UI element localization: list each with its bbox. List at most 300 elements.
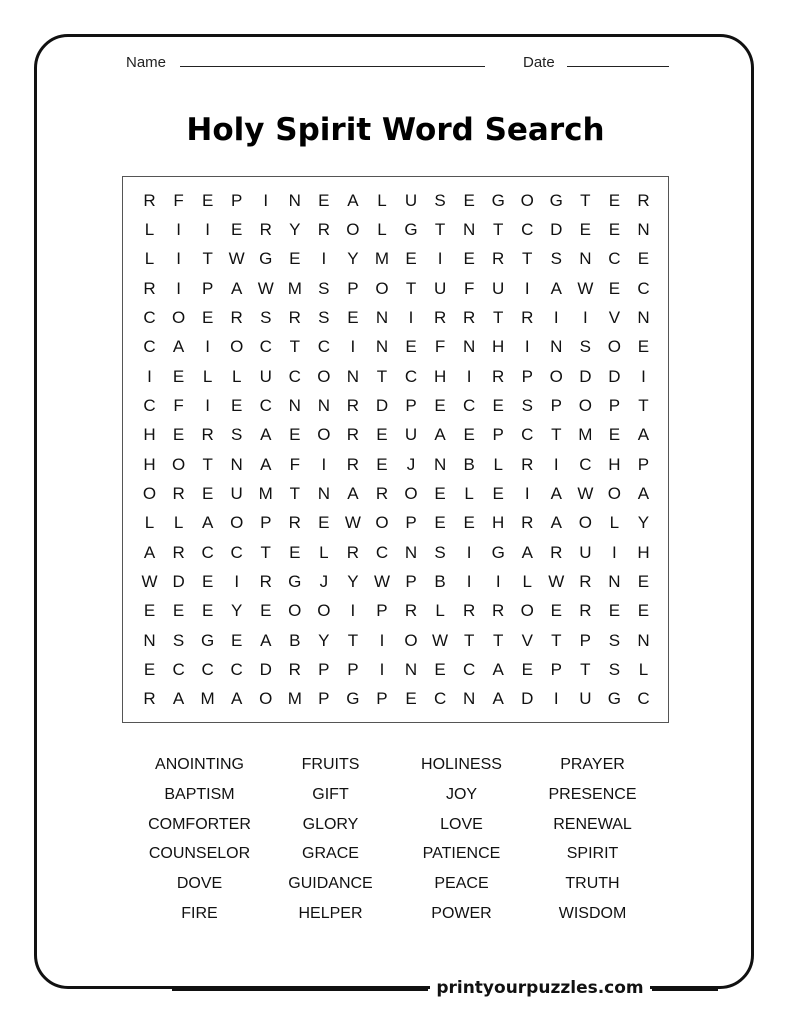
- grid-cell: I: [321, 249, 327, 269]
- grid-cell: U: [404, 190, 418, 210]
- grid-cell: A: [550, 513, 562, 533]
- grid-cell: U: [433, 278, 447, 298]
- grid-cell: L: [202, 366, 213, 386]
- grid-cell: A: [550, 483, 562, 503]
- grid-cell: I: [321, 454, 327, 474]
- grid-cell: G: [491, 190, 505, 210]
- grid-cell: C: [172, 659, 185, 679]
- grid-cell: O: [375, 513, 389, 533]
- grid-cell: T: [202, 454, 213, 474]
- grid-cell: S: [318, 307, 330, 327]
- grid-cell: E: [172, 366, 185, 386]
- grid-cell: C: [259, 337, 272, 357]
- grid-cell: P: [260, 513, 272, 533]
- grid-cell: R: [521, 513, 534, 533]
- word-list-item: SPIRIT: [566, 845, 619, 863]
- grid-cell: P: [608, 395, 621, 415]
- grid-cell: A: [260, 630, 272, 650]
- grid-cell: E: [608, 190, 621, 210]
- grid-cell: C: [375, 542, 389, 562]
- word-list-item: HELPER: [298, 904, 363, 922]
- grid-cell: L: [638, 659, 649, 679]
- grid-cell: I: [641, 366, 646, 386]
- grid-cell: E: [231, 219, 243, 239]
- word-list-item: PRESENCE: [548, 785, 637, 803]
- grid-cell: I: [147, 366, 152, 386]
- grid-cell: Y: [637, 513, 650, 533]
- grid-cell: N: [404, 659, 418, 679]
- grid-cell: C: [230, 659, 243, 679]
- grid-cell: R: [143, 278, 156, 298]
- grid-cell: L: [319, 542, 329, 562]
- grid-cell: W: [257, 278, 274, 298]
- word-list-item: ANOINTING: [155, 756, 244, 773]
- grid-cell: C: [521, 425, 534, 445]
- grid-cell: T: [463, 630, 475, 650]
- name-date-row: [0, 52, 791, 74]
- word-list-item: DOVE: [176, 875, 223, 893]
- grid-cell: T: [376, 366, 388, 386]
- word-list-item: POWER: [431, 904, 492, 922]
- grid-cell: T: [347, 630, 359, 650]
- grid-cell: S: [434, 190, 446, 210]
- grid-cell: P: [347, 278, 359, 298]
- grid-cell: C: [462, 395, 476, 415]
- grid-cell: A: [521, 542, 533, 562]
- grid-cell: B: [434, 571, 446, 591]
- grid-cell: D: [172, 571, 185, 591]
- grid-cell: U: [579, 689, 592, 709]
- grid-cell: L: [231, 366, 242, 386]
- grid-cell: S: [318, 278, 330, 298]
- grid-cell: E: [463, 190, 475, 210]
- grid-cell: I: [466, 366, 472, 386]
- grid-cell: C: [143, 337, 156, 357]
- grid-cell: T: [638, 395, 649, 415]
- grid-cell: I: [466, 571, 472, 591]
- grid-cell: S: [579, 337, 592, 357]
- grid-cell: R: [550, 542, 563, 562]
- grid-cell: J: [319, 571, 329, 591]
- grid-cell: E: [143, 601, 156, 621]
- grid-cell: E: [376, 454, 388, 474]
- grid-cell: L: [377, 190, 387, 210]
- grid-cell: R: [579, 601, 592, 621]
- grid-cell: H: [143, 454, 156, 474]
- name-label: Name: [126, 54, 167, 71]
- grid-cell: I: [176, 219, 181, 239]
- grid-cell: T: [551, 630, 562, 650]
- grid-cell: E: [608, 278, 621, 298]
- grid-cell: I: [553, 689, 559, 709]
- grid-cell: Y: [347, 571, 359, 591]
- date-input-line: [567, 66, 669, 67]
- grid-cell: O: [520, 601, 534, 621]
- grid-cell: P: [347, 659, 359, 679]
- grid-cell: F: [463, 278, 475, 298]
- grid-cell: E: [260, 601, 272, 621]
- grid-cell: C: [143, 395, 156, 415]
- grid-cell: W: [141, 571, 158, 591]
- grid-cell: W: [373, 571, 390, 591]
- grid-cell: L: [377, 219, 387, 239]
- grid-cell: T: [289, 337, 300, 357]
- grid-cell: S: [260, 307, 272, 327]
- grid-cell: F: [173, 395, 184, 415]
- grid-cell: U: [404, 425, 418, 445]
- grid-cell: I: [524, 278, 530, 298]
- grid-cell: N: [317, 483, 330, 503]
- word-list-item: GUIDANCE: [288, 875, 373, 893]
- grid-cell: U: [230, 483, 243, 503]
- grid-cell: H: [637, 542, 650, 562]
- grid-cell: G: [288, 571, 302, 591]
- grid-cell: E: [434, 483, 446, 503]
- grid-cell: O: [404, 483, 418, 503]
- grid-cell: I: [408, 307, 414, 327]
- grid-cell: L: [522, 571, 532, 591]
- grid-cell: H: [608, 454, 621, 474]
- grid-cell: E: [492, 483, 504, 503]
- grid-cell: F: [289, 454, 300, 474]
- grid-cell: C: [143, 307, 156, 327]
- grid-cell: J: [406, 454, 416, 474]
- grid-cell: P: [521, 366, 533, 386]
- grid-cell: A: [492, 689, 504, 709]
- grid-cell: P: [318, 659, 330, 679]
- footer-site: printyourpuzzles.com: [430, 973, 650, 1003]
- grid-cell: H: [433, 366, 447, 386]
- word-list-item: PATIENCE: [422, 845, 501, 863]
- grid-cell: O: [549, 366, 563, 386]
- grid-cell: R: [143, 689, 156, 709]
- grid-cell: L: [144, 219, 155, 239]
- grid-cell: E: [376, 425, 388, 445]
- grid-cell: R: [462, 307, 476, 327]
- grid-cell: A: [143, 542, 156, 562]
- grid-cell: E: [637, 249, 650, 269]
- grid-cell: O: [317, 601, 331, 621]
- grid-cell: M: [287, 278, 302, 298]
- grid-cell: C: [201, 659, 214, 679]
- grid-cell: N: [579, 249, 592, 269]
- grid-cell: F: [434, 337, 446, 357]
- grid-cell: R: [172, 542, 185, 562]
- grid-cell: I: [176, 278, 181, 298]
- grid-cell: N: [404, 542, 418, 562]
- grid-cell: L: [493, 454, 503, 474]
- grid-cell: O: [230, 513, 244, 533]
- grid-cell: N: [462, 689, 476, 709]
- grid-cell: A: [260, 454, 272, 474]
- grid-cell: E: [521, 659, 533, 679]
- grid-cell: S: [434, 542, 446, 562]
- grid-cell: F: [173, 190, 184, 210]
- grid-cell: E: [172, 601, 185, 621]
- grid-cell: I: [582, 307, 588, 327]
- grid-cell: R: [579, 571, 592, 591]
- grid-cell: T: [405, 278, 417, 298]
- grid-cell: O: [317, 366, 331, 386]
- grid-cell: E: [492, 395, 504, 415]
- grid-cell: S: [608, 659, 621, 679]
- word-list-item: FRUITS: [301, 756, 360, 773]
- grid-cell: T: [580, 659, 591, 679]
- grid-cell: R: [288, 659, 301, 679]
- grid-cell: R: [492, 601, 505, 621]
- grid-cell: E: [434, 659, 446, 679]
- grid-cell: T: [434, 219, 446, 239]
- grid-cell: E: [405, 337, 417, 357]
- grid-cell: O: [171, 307, 186, 327]
- grid-cell: I: [524, 483, 530, 503]
- grid-cell: S: [231, 425, 243, 445]
- grid-cell: A: [231, 689, 243, 709]
- grid-cell: V: [608, 307, 621, 327]
- grid-cell: Y: [231, 601, 243, 621]
- grid-cell: D: [550, 219, 563, 239]
- grid-cell: I: [437, 249, 443, 269]
- grid-cell: P: [376, 601, 388, 621]
- grid-cell: A: [260, 425, 272, 445]
- grid-cell: M: [374, 249, 390, 269]
- word-list: [134, 756, 658, 935]
- word-list-item: WISDOM: [558, 904, 627, 922]
- grid-cell: R: [317, 219, 330, 239]
- grid-cell: R: [143, 190, 156, 210]
- grid-cell: E: [637, 601, 650, 621]
- grid-cell: B: [289, 630, 301, 650]
- grid-cell: T: [289, 483, 300, 503]
- grid-cell: G: [607, 689, 622, 709]
- grid-cell: I: [234, 571, 240, 591]
- grid-cell: V: [521, 630, 533, 650]
- grid-cell: G: [259, 249, 273, 269]
- grid-cell: C: [404, 366, 418, 386]
- grid-cell: L: [464, 483, 474, 503]
- grid-cell: C: [433, 689, 447, 709]
- grid-cell: M: [200, 689, 215, 709]
- grid-cell: E: [405, 249, 417, 269]
- grid-cell: R: [521, 307, 534, 327]
- grid-cell: O: [142, 483, 157, 503]
- grid-cell: E: [318, 190, 330, 210]
- grid-cell: S: [172, 630, 185, 650]
- grid-cell: O: [404, 630, 418, 650]
- grid-cell: N: [288, 190, 301, 210]
- grid-cell: W: [548, 571, 565, 591]
- grid-cell: I: [379, 659, 385, 679]
- grid-cell: R: [404, 601, 418, 621]
- grid-cell: I: [350, 337, 356, 357]
- grid-cell: P: [405, 571, 417, 591]
- grid-cell: D: [608, 366, 621, 386]
- word-list-item: LOVE: [440, 815, 483, 833]
- grid-cell: R: [201, 425, 214, 445]
- grid-cell: N: [230, 454, 243, 474]
- grid-cell: S: [608, 630, 621, 650]
- grid-cell: R: [637, 190, 650, 210]
- grid-cell: O: [346, 219, 360, 239]
- grid-cell: T: [492, 307, 504, 327]
- grid-cell: P: [550, 395, 562, 415]
- grid-cell: E: [608, 601, 621, 621]
- grid-cell: A: [637, 483, 650, 503]
- grid-cell: E: [434, 395, 446, 415]
- grid-cell: P: [318, 689, 330, 709]
- grid-cell: G: [346, 689, 360, 709]
- grid-cell: I: [553, 454, 559, 474]
- grid-cell: E: [347, 307, 359, 327]
- footer: [0, 973, 791, 1003]
- grid-cell: C: [230, 542, 243, 562]
- grid-cell: G: [491, 542, 505, 562]
- grid-cell: P: [231, 190, 243, 210]
- grid-cell: C: [288, 366, 301, 386]
- word-list-item: RENEWAL: [553, 815, 632, 833]
- grid-cell: E: [289, 425, 301, 445]
- grid-cell: R: [492, 366, 505, 386]
- grid-cell: D: [375, 395, 389, 415]
- grid-cell: E: [405, 689, 417, 709]
- grid-cell: W: [228, 249, 245, 269]
- grid-cell: N: [637, 219, 650, 239]
- grid-cell: W: [432, 630, 449, 650]
- grid-cell: O: [578, 395, 592, 415]
- grid-cell: I: [205, 337, 210, 357]
- grid-cell: I: [263, 190, 269, 210]
- grid-cell: N: [608, 571, 621, 591]
- grid-cell: L: [609, 513, 620, 533]
- grid-cell: P: [492, 425, 504, 445]
- grid-cell: M: [578, 425, 593, 445]
- grid-cell: N: [433, 454, 447, 474]
- grid-cell: E: [201, 190, 214, 210]
- grid-cell: C: [521, 219, 534, 239]
- grid-cell: Y: [318, 630, 330, 650]
- grid-cell: S: [521, 395, 533, 415]
- grid-cell: C: [608, 249, 621, 269]
- grid-cell: G: [201, 630, 215, 650]
- grid-cell: R: [288, 513, 301, 533]
- grid-cell: R: [433, 307, 447, 327]
- grid-cell: I: [466, 542, 472, 562]
- date-label: Date: [523, 54, 555, 71]
- grid-cell: W: [344, 513, 361, 533]
- grid-cell: O: [375, 278, 389, 298]
- word-list-item: PRAYER: [560, 756, 625, 773]
- word-list-item: COUNSELOR: [148, 845, 251, 863]
- grid-cell: N: [550, 337, 563, 357]
- grid-cell: R: [492, 249, 505, 269]
- grid-cell: E: [550, 601, 562, 621]
- grid-cell: E: [637, 571, 650, 591]
- grid-cell: N: [143, 630, 156, 650]
- word-list-item: FIRE: [181, 904, 218, 922]
- grid-cell: E: [434, 513, 446, 533]
- grid-cell: R: [288, 307, 301, 327]
- grid-cell: R: [230, 307, 243, 327]
- grid-cell: O: [230, 337, 244, 357]
- grid-cell: A: [172, 689, 185, 709]
- grid-cell: N: [462, 219, 476, 239]
- grid-cell: D: [521, 689, 534, 709]
- grid-cell: T: [522, 249, 533, 269]
- grid-cell: C: [462, 659, 476, 679]
- grid-cell: O: [317, 425, 331, 445]
- grid-cell: N: [462, 337, 476, 357]
- grid-cell: C: [637, 278, 650, 298]
- grid-cell: N: [346, 366, 360, 386]
- grid-cell: D: [579, 366, 592, 386]
- grid-cell: Y: [347, 249, 359, 269]
- grid-cell: N: [375, 307, 389, 327]
- grid-cell: R: [521, 454, 534, 474]
- grid-cell: L: [144, 249, 155, 269]
- grid-cell: P: [405, 395, 417, 415]
- grid-cell: P: [579, 630, 592, 650]
- grid-cell: A: [434, 425, 446, 445]
- letter-grid: [135, 186, 658, 714]
- grid-cell: I: [350, 601, 356, 621]
- grid-cell: E: [463, 513, 475, 533]
- word-list-item: BAPTISM: [164, 785, 235, 803]
- grid-cell: R: [375, 483, 389, 503]
- grid-cell: R: [172, 483, 185, 503]
- grid-cell: N: [288, 395, 301, 415]
- grid-cell: A: [347, 483, 359, 503]
- grid-cell: E: [201, 307, 214, 327]
- grid-cell: E: [201, 601, 214, 621]
- grid-cell: B: [463, 454, 475, 474]
- grid-cell: I: [176, 249, 181, 269]
- grid-cell: L: [435, 601, 445, 621]
- grid-cell: I: [205, 395, 210, 415]
- grid-cell: A: [637, 425, 650, 445]
- grid-cell: I: [524, 337, 530, 357]
- grid-cell: W: [577, 278, 594, 298]
- grid-cell: E: [289, 542, 301, 562]
- grid-cell: M: [287, 689, 302, 709]
- grid-cell: G: [549, 190, 563, 210]
- grid-cell: O: [288, 601, 302, 621]
- grid-cell: E: [318, 513, 330, 533]
- grid-cell: G: [404, 219, 418, 239]
- grid-cell: E: [608, 425, 621, 445]
- grid-cell: N: [637, 630, 650, 650]
- grid-cell: L: [144, 513, 155, 533]
- word-list-item: GIFT: [312, 785, 349, 803]
- grid-cell: O: [259, 689, 273, 709]
- grid-cell: H: [143, 425, 156, 445]
- word-list-item: GRACE: [302, 845, 359, 863]
- grid-cell: W: [577, 483, 594, 503]
- grid-cell: C: [637, 689, 650, 709]
- grid-cell: T: [202, 249, 213, 269]
- grid-cell: A: [492, 659, 504, 679]
- word-list-item: TRUTH: [565, 875, 620, 893]
- grid-cell: E: [463, 425, 475, 445]
- grid-cell: E: [608, 219, 621, 239]
- grid-cell: R: [346, 542, 360, 562]
- grid-cell: U: [259, 366, 272, 386]
- grid-cell: I: [495, 571, 501, 591]
- grid-cell: E: [201, 571, 214, 591]
- grid-cell: C: [259, 395, 272, 415]
- grid-cell: T: [492, 219, 504, 239]
- grid-cell: A: [347, 190, 359, 210]
- grid-cell: T: [260, 542, 271, 562]
